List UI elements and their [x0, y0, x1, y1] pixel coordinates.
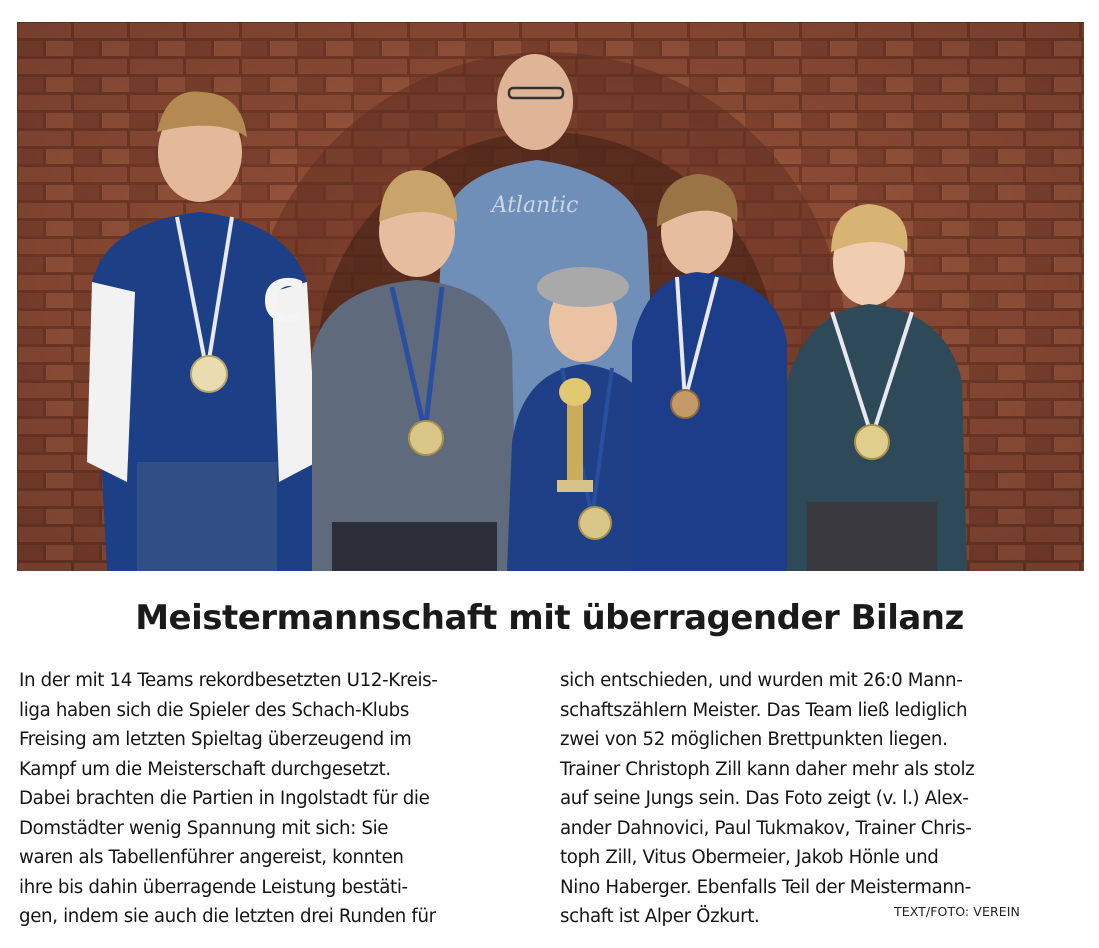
text-line: Nino Haberger. Ebenfalls Teil der Meistermann-: [560, 876, 971, 898]
photo-credit: TEXT/FOTO: VEREIN: [894, 904, 1020, 919]
article-column-right: [560, 666, 1084, 932]
text-line: zwei von 52 möglichen Brettpunkten liegen.: [560, 729, 948, 750]
text-line: auf seine Jungs sein. Das Foto zeigt (v. l.) Alex-: [560, 788, 969, 809]
text-line: schaft ist Alper Özkurt.: [560, 906, 760, 927]
text-line: In der mit 14 Teams rekordbesetzten U12-Kreis-: [19, 670, 438, 691]
text-line: toph Zill, Vitus Obermeier, Jakob Hönle und: [560, 847, 939, 868]
article-column-left: [19, 666, 543, 932]
text-line: gen, indem sie auch die letzten drei Runden für: [19, 906, 436, 927]
text-line: Domstädter wenig Spannung mit sich: Sie: [19, 817, 389, 839]
text-line: Freising am letzten Spieltag überzeugend im: [19, 729, 412, 750]
shirt-print: Atlantic: [491, 193, 579, 218]
text-line: sich entschieden, und wurden mit 26:0 Mann-: [560, 670, 963, 691]
jacket-letter: C: [262, 267, 307, 337]
text-line: waren als Tabellenführer angereist, konnten: [19, 847, 404, 868]
text-line: Trainer Christoph Zill kann daher mehr als stolz: [560, 758, 975, 780]
text-line: liga haben sich die Spieler des Schach-Klubs: [19, 699, 409, 721]
team-photo: [17, 22, 1084, 571]
text-line: Kampf um die Meisterschaft durchgesetzt.: [19, 758, 391, 780]
text-line: schaftszählern Meister. Das Team ließ lediglich: [560, 699, 968, 721]
text-line: ihre bis dahin überragende Leistung bestäti-: [19, 876, 408, 898]
headline: Meistermannschaft mit überragender Bilanz: [135, 598, 964, 638]
text-line: ander Dahnovici, Paul Tukmakov, Trainer Chris-: [560, 817, 972, 839]
text-line: Dabei brachten die Partien in Ingolstadt für die: [19, 788, 430, 809]
